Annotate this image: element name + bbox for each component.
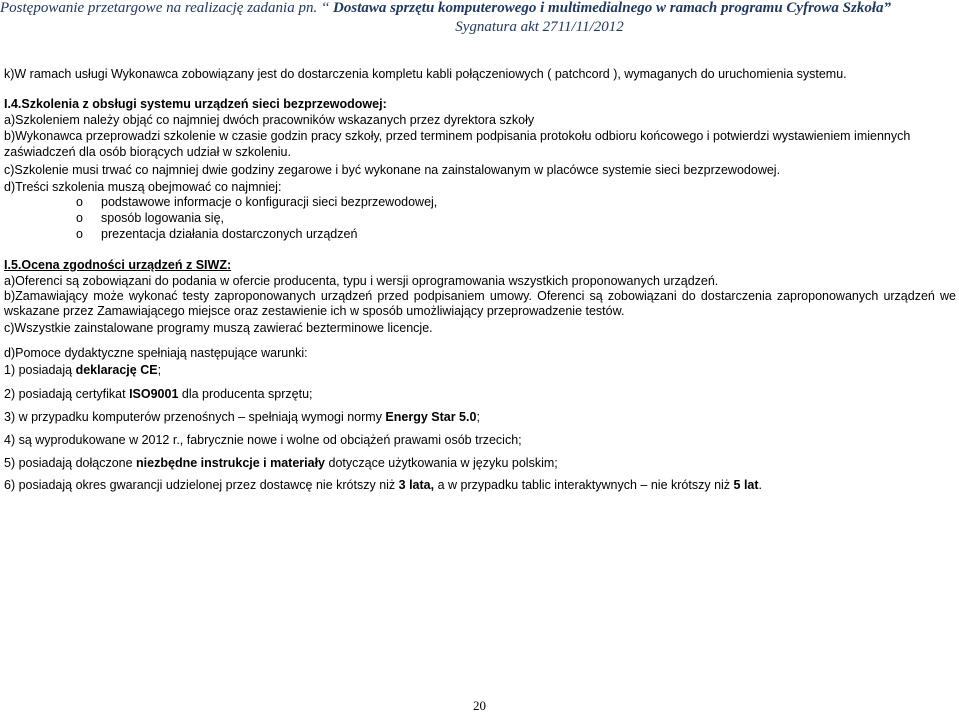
requirement-5 <box>4 455 956 471</box>
requirement-6-post: . <box>758 478 763 492</box>
section-5-item-a: a)Oferenci są zobowiązani do podania w ofercie producenta, typu i wersji oprogramowania wszystkich proponowanych urządzeń. <box>4 274 719 288</box>
section-5-heading <box>4 257 956 273</box>
requirement-1 <box>4 362 956 378</box>
requirement-1-pre: 1) posiadają <box>4 363 76 377</box>
header-project-title: Dostawa sprzętu komputerowego i multimedialnego w ramach programu Cyfrowa Szkoła” <box>333 0 892 16</box>
section-5-item-d: d)Pomoce dydaktyczne spełniają następujące warunki: <box>4 346 308 360</box>
section-4-item-b: b)Wykonawca przeprowadzi szkolenie w czasie godzin pracy szkoły, przed terminem podpisania protokołu odbioru końcowego i potwierdzi wystawieniem imiennych zaświadczeń dla osób biorących udział w szkoleniu. <box>4 129 911 159</box>
requirement-2-pre: 2) posiadają certyfikat <box>4 387 130 401</box>
requirement-2 <box>4 386 956 402</box>
paragraph-k: k)W ramach usługi Wykonawca zobowiązany jest do dostarczenia kompletu kabli połączeniowych ( patchcord ), wymaganych do uruchomienia systemu. <box>4 67 847 81</box>
requirement-5-bold: niezbędne instrukcje i materiały <box>136 456 326 470</box>
requirement-2-bold: ISO9001 <box>129 387 179 401</box>
requirement-6 <box>4 477 956 493</box>
header-prefix: Postępowanie przetargowe na realizację zadania pn. ‘‘ <box>0 0 330 16</box>
requirement-1-post: ; <box>157 363 162 377</box>
requirement-3-post: ; <box>476 410 480 424</box>
requirement-3-bold: Energy Star 5.0 <box>385 410 477 424</box>
requirement-4: 4) są wyprodukowane w 2012 r., fabrycznie nowe i wolne od obciążeń prawami osób trzecich; <box>4 433 522 447</box>
requirement-6-mid: a w przypadku tablic interaktywnych – nie krótszy niż <box>434 478 734 492</box>
requirement-6-bold-2: 5 lat <box>733 478 759 492</box>
section-4-item-a: a)Szkoleniem należy objąć co najmniej dwóch pracowników wskazanych przez dyrektora szkoły <box>4 113 535 127</box>
bullet-mark: o <box>76 227 83 241</box>
section-4-heading: I.4.Szkolenia z obsługi systemu urządzeń sieci bezprzewodowej: <box>4 97 387 111</box>
requirement-6-bold-1: 3 lata, <box>398 478 435 492</box>
section-5-item-c: c)Wszystkie zainstalowane programy muszą zawierać bezterminowe licencje. <box>4 321 433 335</box>
bullet-item-text: podstawowe informacje o konfiguracji sieci bezprzewodowej, <box>101 195 438 209</box>
section-5-heading-text: I.5.Ocena zgodności urządzeń z SIWZ: <box>4 258 232 272</box>
bullet-item-text: prezentacja działania dostarczonych urządzeń <box>101 227 358 241</box>
requirement-5-pre: 5) posiadają dołączone <box>4 456 137 470</box>
page-number: 20 <box>473 698 486 713</box>
header-signature: Sygnatura akt 2711/11/2012 <box>455 19 624 35</box>
section-4-item-c: c)Szkolenie musi trwać co najmniej dwie godziny zegarowe i być wykonane na zainstalowanym w placówce systemie sieci bezprzewodowej. <box>4 163 781 177</box>
requirement-1-bold: deklarację CE <box>75 363 158 377</box>
requirement-3-pre: 3) w przypadku komputerów przenośnych – spełniają wymogi normy <box>4 410 386 424</box>
bullet-mark: o <box>76 211 83 225</box>
section-4-item-d: d)Treści szkolenia muszą obejmować co najmniej: <box>4 180 282 194</box>
bullet-item-text: sposób logowania się, <box>101 211 224 225</box>
requirement-2-post: dla producenta sprzętu; <box>178 387 313 401</box>
bullet-mark: o <box>76 195 83 209</box>
section-5-item-b: b)Zamawiający może wykonać testy zaproponowanych urządzeń przed podpisaniem umowy. Oferenci są zobowiązani do dostarczenia zaproponowanych urządzeń we wskazane przez Zamawiającego miejsce oraz zestawienie ich w sposób umożliwiający przeprowadzenie testów. <box>4 289 956 318</box>
requirement-3 <box>4 409 956 425</box>
requirement-5-post: dotyczące użytkowania w języku polskim; <box>325 456 558 470</box>
page-header <box>0 0 959 60</box>
requirement-6-pre: 6) posiadają okres gwarancji udzielonej przez dostawcę nie krótszy niż <box>4 478 399 492</box>
header-title-line <box>0 0 959 17</box>
